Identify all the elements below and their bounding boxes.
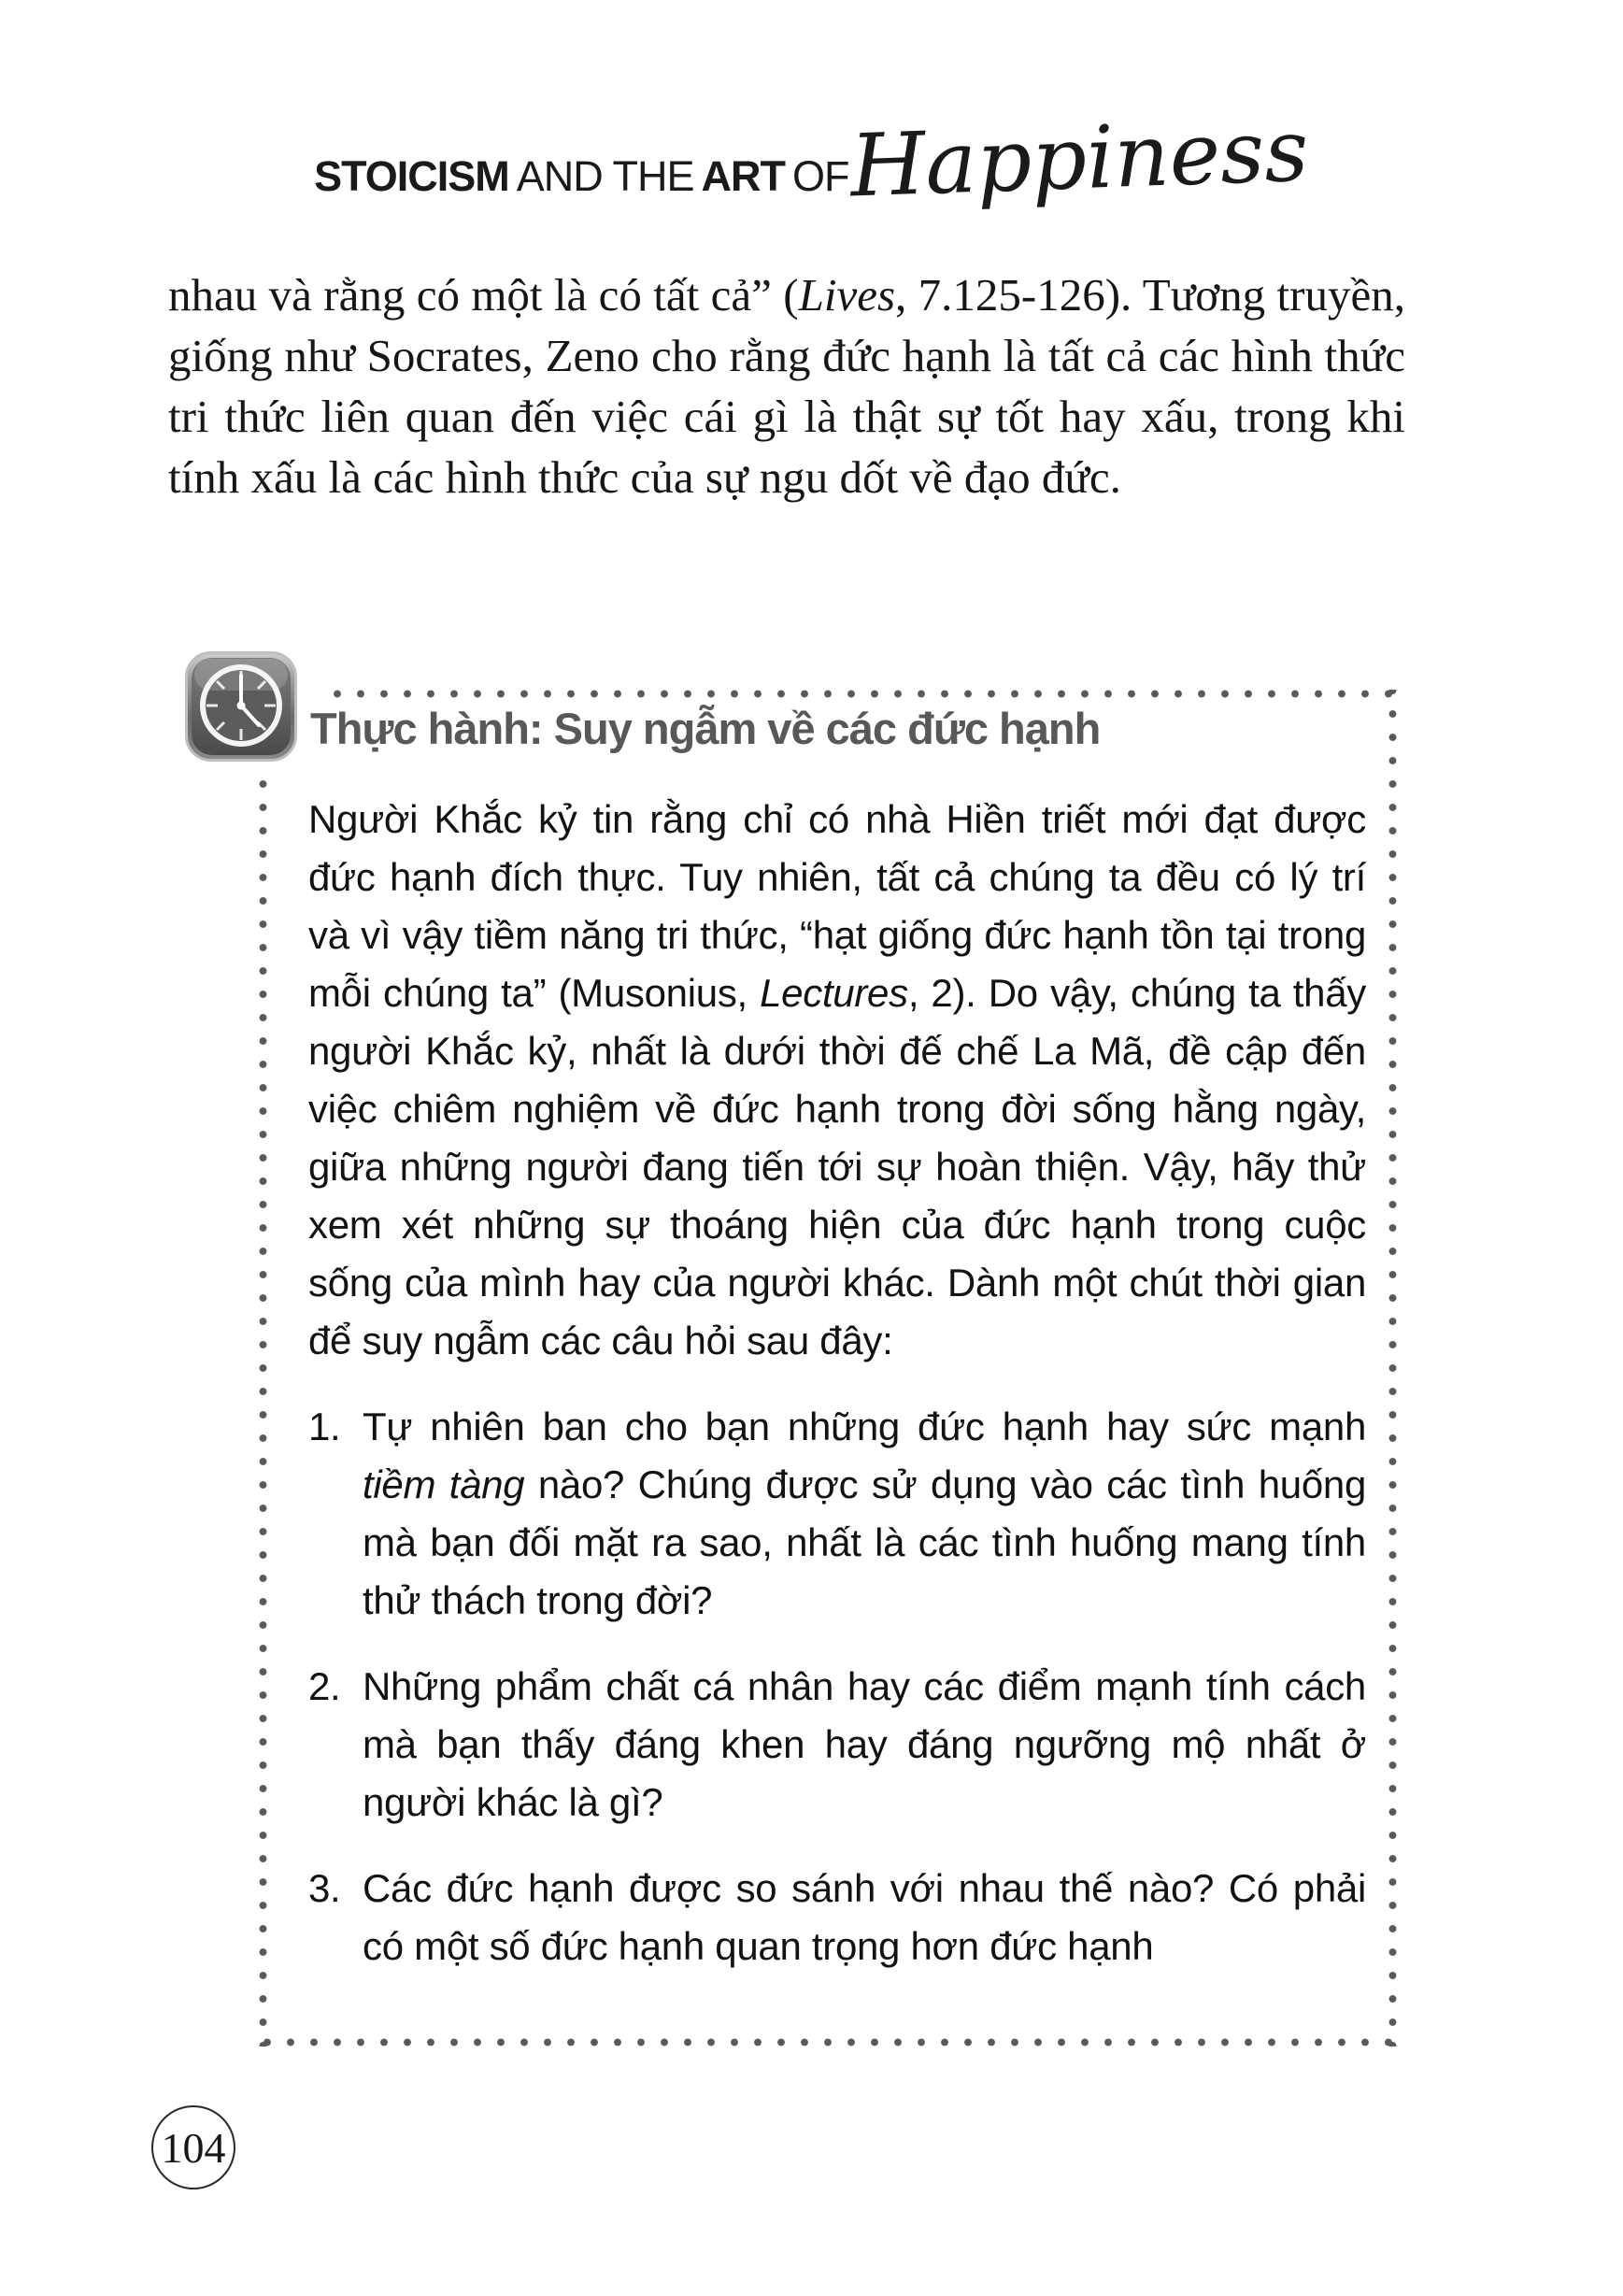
practice-seg-1: Người Khắc kỷ tin rằng chỉ có nhà Hiền triết mới đạt được đức hạnh đích thực. Tuy nhiên, tất cả chúng ta đều có lý trí và vì vậy tiềm năng tri thức, “hạt giống đức hạnh tồn tại trong mỗi chúng ta” (Musonius, [308,797,1366,1015]
practice-seg-2: , 2). Do vậy, chúng ta thấy người Khắc kỷ, nhất là dưới thời đế chế La Mã, đề cập đến việc chiêm nghiệm về đức hạnh trong đời sống hằng ngày, giữa những người đang tiến tới sự hoàn thiện. Vậy, hãy thử xem xét những sự thoáng hiện của đức hạnh trong cuộc sống của mình hay của người khác. Dành một chút thời gian để suy ngẫm các câu hỏi sau đây: [308,971,1366,1362]
question-3-seg-1: Các đức hạnh được so sánh với nhau thế nào? Có phải có một số đức hạnh quan trọng hơn đức hạnh [363,1866,1366,1968]
dotted-border-bottom [259,2038,1397,2046]
question-number: 3. [308,1866,341,1910]
question-number: 2. [308,1664,341,1708]
question-number: 1. [308,1405,341,1448]
question-item-2 [308,1658,1366,1832]
header-word-and-the: AND THE [516,152,694,200]
intro-seg-2: , 7.125-126). Tương truyền, giống như Socrates, Zeno cho rằng đức hạnh là tất cả các hình thức tri thức liên quan đến việc cái gì là thật sự tốt hay xấu, trong khi tính xấu là các hình thức của sự ngu dốt về đạo đức. [168,269,1405,503]
question-1-seg-2: nào? Chúng được sử dụng vào các tình huống mà bạn đối mặt ra sao, nhất là các tình huống mang tính thử thách trong đời? [363,1462,1367,1622]
dotted-border-right [1388,690,1397,2046]
question-item-1 [308,1398,1366,1630]
header-word-stoicism: STOICISM [314,152,509,200]
intro-paragraph [168,264,1405,507]
intro-italic-lives: Lives [798,269,896,321]
intro-seg-1: nhau và rằng có một là có tất cả” ( [168,269,799,321]
dotted-border-left [259,690,267,2046]
question-text [363,1658,1366,1832]
practice-box-title [310,703,1100,754]
header-script-happiness: Happiness [848,100,1311,217]
dotted-border-top [259,690,1397,698]
practice-paragraph [308,791,1366,1370]
header-title [314,129,856,200]
question-1-italic: tiềm tàng [363,1462,525,1506]
practice-box-body [308,791,1366,1975]
clock-icon [185,651,297,762]
practice-title-label: Thực hành: [310,704,543,753]
question-1-seg-1: Tự nhiên ban cho bạn những đức hạnh hay sức mạnh [363,1405,1366,1448]
practice-title-text: Suy ngẫm về các đức hạnh [542,704,1101,753]
header-word-of: OF [791,152,849,200]
page-number-badge [151,2105,235,2189]
question-text [363,1398,1366,1630]
book-header [0,100,1623,217]
practice-box [259,690,1397,2046]
page-number: 104 [161,2123,226,2172]
question-text [363,1860,1366,1975]
practice-italic-lectures: Lectures [760,971,908,1015]
header-word-art: ART [701,152,785,200]
question-2-seg-1: Những phẩm chất cá nhân hay các điểm mạnh tính cách mà bạn thấy đáng khen hay đáng ngưỡng mộ nhất ở người khác là gì? [363,1664,1366,1824]
question-item-3 [308,1860,1366,1975]
